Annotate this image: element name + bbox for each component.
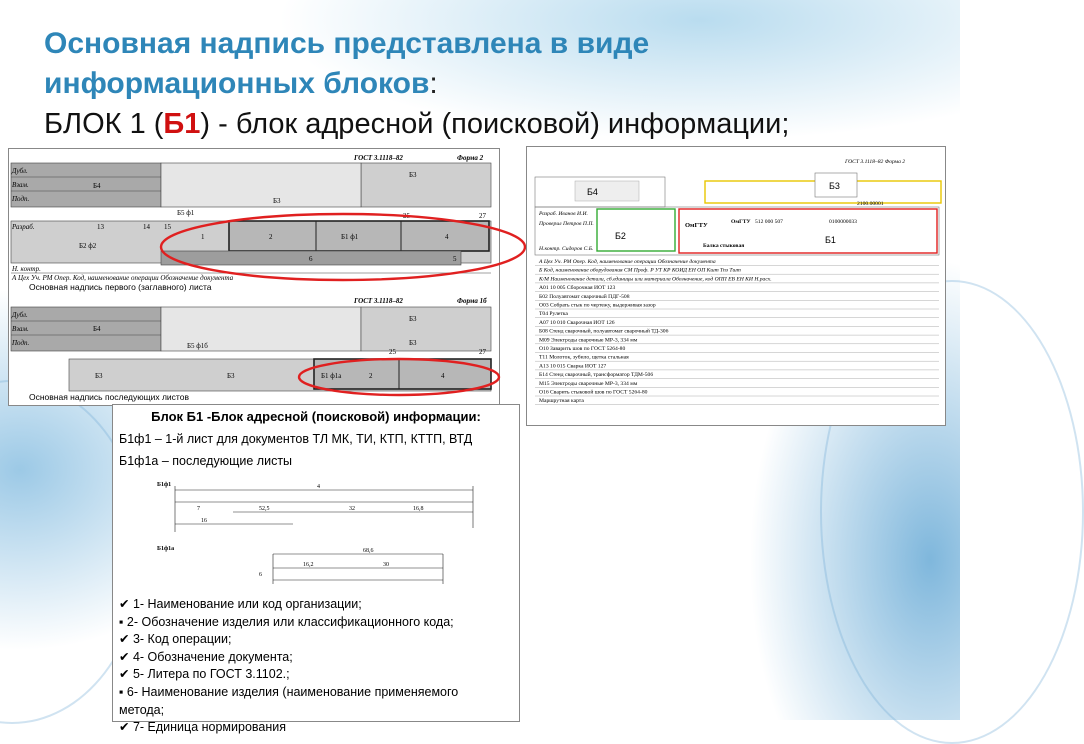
form1-label-b1: Б1 ф1	[341, 233, 359, 241]
form1-n1: 1	[201, 233, 205, 241]
info-items-list	[119, 596, 519, 737]
sample-row: Б14 Стенд сварочный, трансформатор ТДМ-506	[539, 372, 654, 379]
form1-form: Форма 2	[457, 154, 484, 162]
form1-label-b5: Б5 ф1	[177, 209, 195, 217]
sample-row: А13 10 015 Сварка ИОТ 127	[539, 363, 607, 370]
form2-gost: ГОСТ 3.1118–82	[354, 297, 403, 305]
sample-person-2: Проверил Петров П.П.	[539, 221, 594, 227]
form2-n25: 25	[389, 348, 396, 356]
sample-row: А01 10 005 Сборочная ИОТ 123	[539, 285, 616, 292]
diag-label-b1f1: Б1ф1	[157, 482, 172, 488]
sample-row: Б02 Полуавтомат сварочный ПДГ-508	[539, 293, 630, 300]
form1-b4-area	[11, 163, 161, 207]
slide-title-colon: :	[429, 67, 438, 100]
diag-label-b1f1a: Б1ф1а	[157, 546, 175, 552]
diag-num-1: 7	[197, 506, 200, 512]
diag-num-8: 30	[383, 562, 389, 568]
info-item-3: ✔ 3- Код операции;	[119, 632, 232, 647]
form1-n14: 14	[143, 223, 150, 231]
subtitle-block: Б1	[163, 108, 201, 140]
form1-label-b3: Б3	[409, 171, 417, 179]
sample-row: Т11 Молоток, зубило, щетка стальная	[539, 354, 629, 361]
sample-row: Б08 Стенд сварочный, полуавтомат сварочный ТД-306	[539, 328, 669, 335]
sample-row: О03 Собрать стык по чертежу, выдерживая зазор	[539, 302, 656, 309]
sample-row: О16 Сварить стыковой шов по ГОСТ 5264-80	[539, 389, 648, 396]
sample-person-3: Н.контр. Сидоров С.Б.	[539, 246, 594, 252]
form2-label-b3c: Б3	[227, 372, 235, 380]
form2-row-dubl: Дубл.	[12, 311, 28, 319]
form1-row-razrab: Разраб.	[12, 223, 35, 231]
form1-n6: 6	[309, 255, 313, 263]
form2-label-b1a: Б1 ф1а	[321, 372, 342, 380]
form1-row-dubl: Дубл.	[12, 167, 28, 175]
diag-num-4: 16,8	[413, 506, 424, 512]
sample-route-card-figure	[526, 146, 946, 426]
form1-n4: 4	[445, 233, 449, 241]
info-item-2: ▪ 2- Обозначение изделия или классификационного кода;	[119, 614, 454, 629]
sample-org2: ОмГТУ	[731, 219, 751, 225]
sample-rows	[535, 258, 939, 405]
form1-b3-area	[361, 163, 491, 207]
sample-row: Б Код, наименование оборудования СМ Проф. Р УТ КР КОИД ЕН ОП Кшт Тпз Тшт	[539, 267, 741, 274]
sample-label-b1: Б1	[825, 235, 836, 245]
diag-num-7: 16,2	[303, 562, 314, 568]
slide-title-line2: информационных блоков	[44, 67, 430, 100]
form1-n25: 25	[403, 212, 410, 220]
form2-row-podp: Подп.	[12, 339, 30, 347]
form2-caption: Основная надпись последующих листов	[29, 392, 189, 402]
sample-org1: ОмГТУ	[685, 222, 708, 229]
diag-num-9: 6	[259, 572, 262, 578]
sample-label-b4: Б4	[587, 187, 598, 197]
sample-row: А Цех Уч. РМ Опер. Код, наименование операции Обозначение документа	[539, 259, 716, 265]
form1-caption: Основная надпись первого (заглавного) листа	[29, 282, 212, 292]
sample-label-b2: Б2	[615, 231, 626, 241]
form1-header-cols: А Цех Уч. РМ Опер. Код, наименование операции Обозначение документа	[12, 274, 234, 282]
sample-gost: ГОСТ 3.1118–82 Форма 2	[845, 159, 906, 165]
sample-code2: 0100000033	[829, 219, 857, 225]
form2-b4-area	[11, 307, 161, 351]
form2-row-vzam: Взам.	[12, 325, 29, 333]
form1-label-b4: Б4	[93, 182, 101, 190]
title-block-forms-figure	[8, 148, 500, 406]
info-item-4: ✔ 4- Обозначение документа;	[119, 649, 293, 664]
sample-doc: 2100.00001	[857, 201, 884, 207]
form1-n2: 2	[269, 233, 273, 241]
sample-row: К/М Наименование детали, сб.единицы или материала Обозначение, код ОПП ЕВ ЕН КИ Н.расх.	[539, 276, 772, 283]
form2-n4: 4	[441, 372, 445, 380]
form1-n27: 27	[479, 212, 486, 220]
info-item-6: ▪ 6- Наименование изделия (наименование применяемого	[119, 684, 459, 699]
sample-row: А07 10 010 Сварочная ИОТ 126	[539, 319, 615, 326]
form1-gost: ГОСТ 3.1118–82	[354, 154, 403, 162]
sample-row: Т04 Рулетка	[539, 311, 568, 318]
form2-n27: 27	[479, 348, 486, 356]
form1-row-vzam: Взам.	[12, 181, 29, 189]
sample-part: Балка стыковая	[703, 243, 745, 249]
form2-label-b3: Б3	[409, 315, 417, 323]
form1-b1-block	[229, 221, 489, 251]
diag-num-3: 32	[349, 506, 355, 512]
form2-n2: 2	[369, 372, 373, 380]
slide-title-line1: Основная надпись представлена в виде	[44, 27, 650, 60]
info-item-5: ✔ 5- Литера по ГОСТ 3.1102.;	[119, 667, 290, 682]
info-item-7: ✔ 7- Единица нормирования	[119, 720, 287, 735]
form1-n13: 13	[97, 223, 104, 231]
diag-num-6: 68,6	[363, 548, 374, 554]
info-line-next-sheets: Б1ф1а – последующие листы	[119, 454, 293, 468]
form1-label-b3-lower: Б3	[273, 197, 281, 205]
sample-label-b3: Б3	[829, 181, 840, 191]
form2-label-b3-lower: Б3	[409, 339, 417, 347]
form1-row-podp: Подп.	[12, 195, 30, 203]
sample-row: М09 Электроды сварочные МР-3, 334 мм	[539, 337, 638, 344]
form1-row-nkontr: Н. контр.	[12, 265, 41, 273]
form2-label-b3b: Б3	[95, 372, 103, 380]
form2-label-b4: Б4	[93, 325, 101, 333]
form1-n15: 15	[164, 223, 171, 231]
form1-n5: 5	[453, 255, 457, 263]
form2-label-b5: Б5 ф1б	[187, 342, 208, 350]
info-item-6-cont: метода;	[119, 702, 165, 717]
diag-num-5: 16	[201, 518, 207, 524]
form2-form: Форма 1б	[457, 297, 487, 305]
sample-row: Маршрутная карта	[539, 398, 584, 405]
slide-title	[44, 24, 924, 104]
info-line-first-sheet: Б1ф1 – 1-й лист для документов ТЛ МК, ТИ, КТП, КТТП, ВТД	[119, 432, 473, 446]
info-heading: Блок Б1 -Блок адресной (поисковой) информации:	[151, 409, 481, 424]
slide-subtitle	[44, 108, 789, 141]
sample-b2-outline	[597, 209, 675, 251]
diag-num-0: 4	[317, 484, 320, 490]
sample-person-1: Разраб. Иванов И.И.	[539, 211, 588, 217]
subtitle-prefix: БЛОК 1 (	[44, 108, 164, 140]
sample-row: М15 Электроды сварочные МР-3, 334 мм	[539, 380, 638, 387]
block-b1-info-panel	[112, 404, 520, 735]
sample-code1: 512 000 507	[755, 219, 783, 225]
info-item-1: ✔ 1- Наименование или код организации;	[119, 597, 362, 611]
diag-num-2: 52,5	[259, 506, 270, 512]
sample-row: О10 Заварить шов по ГОСТ 5264-80	[539, 346, 626, 352]
subtitle-suffix: ) - блок адресной (поисковой) информации;	[200, 108, 790, 140]
form1-label-b2: Б2 ф2	[79, 242, 97, 250]
form2-b3-area	[361, 307, 491, 351]
